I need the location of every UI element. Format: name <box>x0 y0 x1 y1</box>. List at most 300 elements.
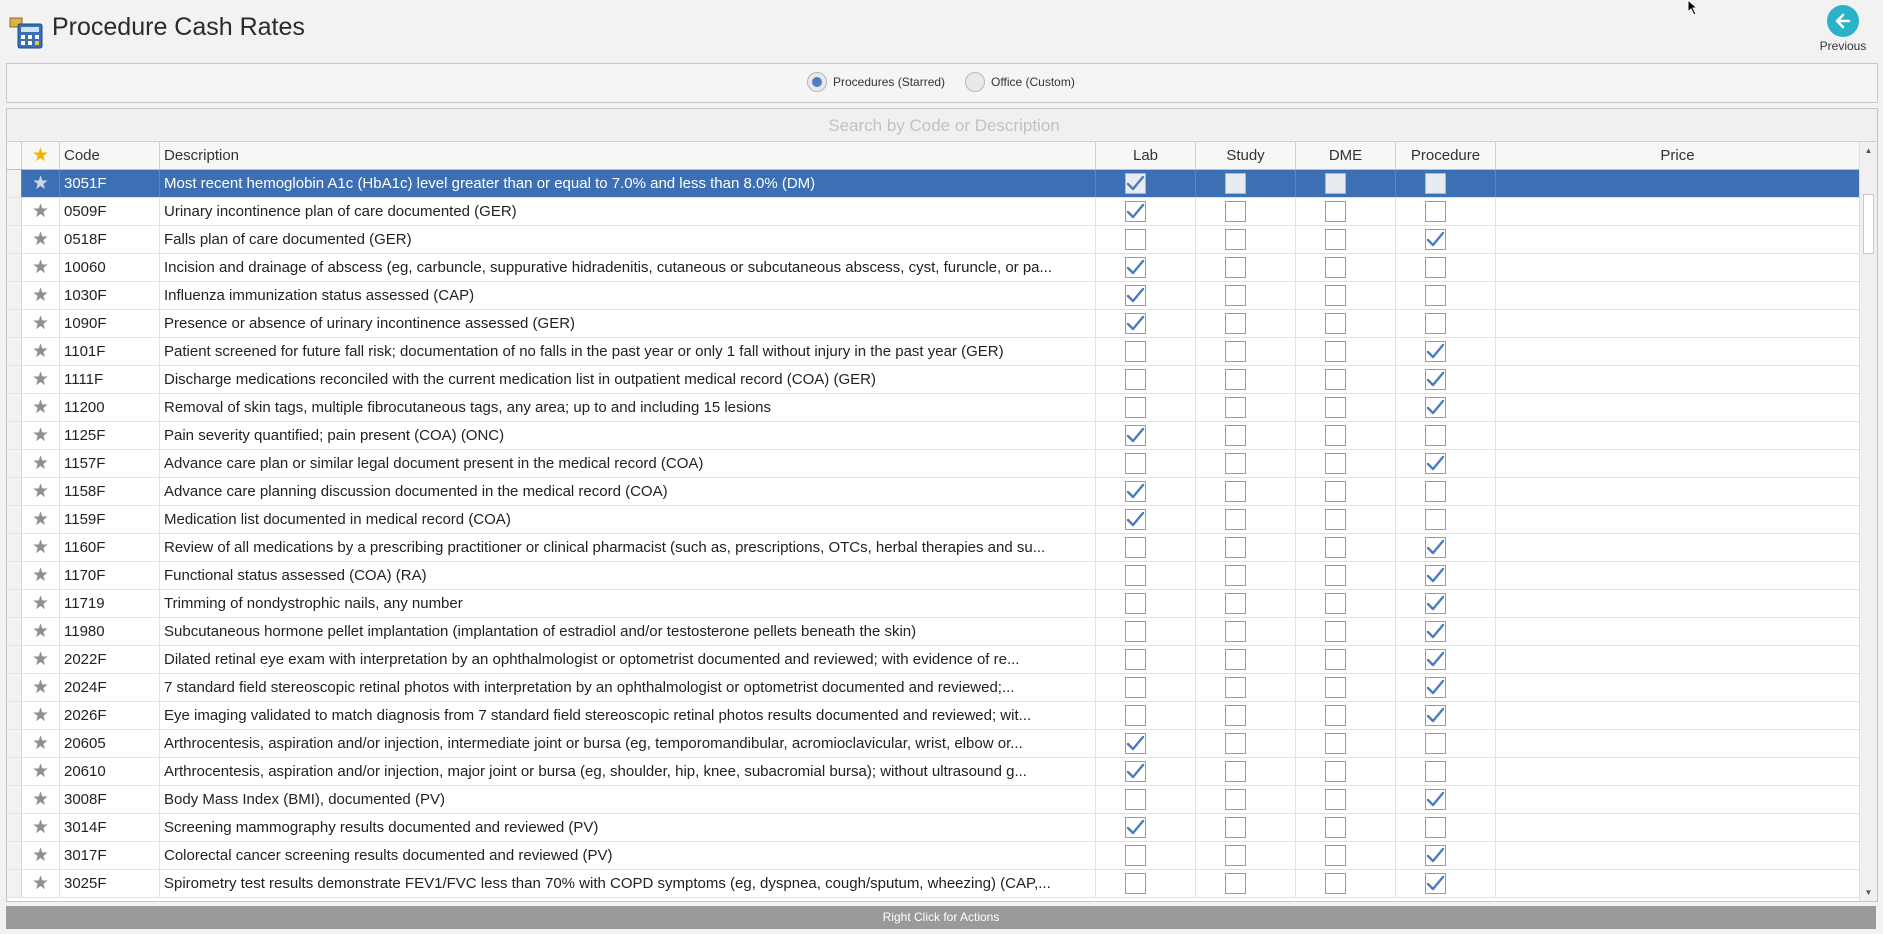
procedure-cell <box>1396 534 1496 561</box>
star-icon[interactable]: ★ <box>22 618 60 645</box>
procedure-cell <box>1396 590 1496 617</box>
dme-checkbox[interactable] <box>1325 173 1346 194</box>
star-icon[interactable]: ★ <box>22 842 60 869</box>
procedure-cell <box>1396 842 1496 869</box>
procedure-checkbox[interactable] <box>1425 649 1446 670</box>
table-row[interactable] <box>7 254 1860 282</box>
procedure-checkbox[interactable] <box>1425 817 1446 838</box>
code-cell: 2026F <box>60 702 160 729</box>
procedure-cell <box>1396 506 1496 533</box>
price-cell[interactable] <box>1496 870 1860 897</box>
procedure-checkbox[interactable] <box>1425 733 1446 754</box>
procedure-checkbox[interactable] <box>1425 677 1446 698</box>
procedure-checkbox[interactable] <box>1425 621 1446 642</box>
procedure-checkbox[interactable] <box>1425 705 1446 726</box>
description-column-header[interactable]: Description <box>160 142 1096 169</box>
description-cell: Functional status assessed (COA) (RA) <box>160 562 1096 589</box>
study-cell <box>1196 562 1296 589</box>
code-cell: 3008F <box>60 786 160 813</box>
dme-checkbox[interactable] <box>1325 285 1346 306</box>
checkmark-icon <box>1426 455 1445 472</box>
lab-checkbox[interactable] <box>1125 677 1146 698</box>
price-cell[interactable] <box>1496 198 1860 225</box>
table-row[interactable] <box>7 394 1860 422</box>
star-icon[interactable]: ★ <box>22 366 60 393</box>
price-cell[interactable] <box>1496 562 1860 589</box>
dme-checkbox[interactable] <box>1325 649 1346 670</box>
radio-label: Office (Custom) <box>991 75 1075 89</box>
table-row[interactable] <box>7 310 1860 338</box>
dme-checkbox[interactable] <box>1325 341 1346 362</box>
dme-checkbox[interactable] <box>1325 789 1346 810</box>
study-checkbox[interactable] <box>1225 173 1246 194</box>
dme-cell <box>1296 282 1396 309</box>
table-row[interactable] <box>7 282 1860 310</box>
code-column-header[interactable]: Code <box>60 142 160 169</box>
row-selector[interactable] <box>7 590 22 617</box>
price-cell[interactable] <box>1496 814 1860 841</box>
star-icon[interactable]: ★ <box>22 674 60 701</box>
procedure-cell <box>1396 786 1496 813</box>
study-checkbox[interactable] <box>1225 817 1246 838</box>
scrollbar-thumb[interactable] <box>1863 194 1874 254</box>
lab-checkbox[interactable] <box>1125 313 1146 334</box>
dme-checkbox[interactable] <box>1325 453 1346 474</box>
dme-checkbox[interactable] <box>1325 369 1346 390</box>
star-icon[interactable]: ★ <box>22 870 60 897</box>
lab-checkbox[interactable] <box>1125 229 1146 250</box>
lab-checkbox[interactable] <box>1125 593 1146 614</box>
dme-checkbox[interactable] <box>1325 873 1346 894</box>
lab-checkbox[interactable] <box>1125 873 1146 894</box>
code-cell: 1160F <box>60 534 160 561</box>
study-cell <box>1196 450 1296 477</box>
study-checkbox[interactable] <box>1225 257 1246 278</box>
description-cell: Advance care plan or similar legal document present in the medical record (COA) <box>160 450 1096 477</box>
lab-checkbox[interactable] <box>1125 453 1146 474</box>
lab-checkbox[interactable] <box>1125 257 1146 278</box>
study-cell <box>1196 618 1296 645</box>
row-selector[interactable] <box>7 646 22 673</box>
price-cell[interactable] <box>1496 618 1860 645</box>
row-selector[interactable] <box>7 870 22 897</box>
price-cell[interactable] <box>1496 590 1860 617</box>
row-selector[interactable] <box>7 366 22 393</box>
scroll-down-icon[interactable]: ▼ <box>1864 888 1873 897</box>
description-cell: Arthrocentesis, aspiration and/or injection, major joint or bursa (eg, shoulder, hip, knee, subacromial bursa); without ultrasound g... <box>160 758 1096 785</box>
price-cell[interactable] <box>1496 450 1860 477</box>
code-cell: 20605 <box>60 730 160 757</box>
procedure-checkbox[interactable] <box>1425 537 1446 558</box>
study-cell <box>1196 590 1296 617</box>
row-selector[interactable] <box>7 562 22 589</box>
checkmark-icon <box>1126 763 1145 780</box>
search-input[interactable] <box>7 109 1878 143</box>
dme-checkbox[interactable] <box>1325 481 1346 502</box>
price-cell[interactable] <box>1496 842 1860 869</box>
checkmark-icon <box>1426 679 1445 696</box>
checkmark-icon <box>1126 315 1145 332</box>
study-checkbox[interactable] <box>1225 621 1246 642</box>
study-cell <box>1196 506 1296 533</box>
description-cell: Discharge medications reconciled with the current medication list in outpatient medical record (COA) (GER) <box>160 366 1096 393</box>
star-icon[interactable]: ★ <box>22 422 60 449</box>
row-selector[interactable] <box>7 674 22 701</box>
star-icon[interactable]: ★ <box>22 254 60 281</box>
radio-office-custom[interactable] <box>965 72 1075 92</box>
lab-checkbox[interactable] <box>1125 201 1146 222</box>
lab-checkbox[interactable] <box>1125 481 1146 502</box>
star-icon[interactable]: ★ <box>22 338 60 365</box>
procedure-checkbox[interactable] <box>1425 425 1446 446</box>
price-cell[interactable] <box>1496 422 1860 449</box>
table-row[interactable] <box>7 646 1860 674</box>
price-cell[interactable] <box>1496 534 1860 561</box>
dme-cell <box>1296 478 1396 505</box>
procedure-checkbox[interactable] <box>1425 257 1446 278</box>
procedure-checkbox[interactable] <box>1425 369 1446 390</box>
checkmark-icon <box>1126 819 1145 836</box>
procedure-cell <box>1396 254 1496 281</box>
dme-checkbox[interactable] <box>1325 201 1346 222</box>
dme-cell <box>1296 506 1396 533</box>
lab-checkbox[interactable] <box>1125 705 1146 726</box>
lab-checkbox[interactable] <box>1125 621 1146 642</box>
price-cell[interactable] <box>1496 338 1860 365</box>
price-cell[interactable] <box>1496 282 1860 309</box>
procedure-cell <box>1396 478 1496 505</box>
study-checkbox[interactable] <box>1225 313 1246 334</box>
study-checkbox[interactable] <box>1225 369 1246 390</box>
table-row[interactable] <box>7 198 1860 226</box>
previous-button[interactable] <box>1815 5 1871 59</box>
study-cell <box>1196 702 1296 729</box>
procedure-checkbox[interactable] <box>1425 229 1446 250</box>
dme-checkbox[interactable] <box>1325 565 1346 586</box>
procedure-checkbox[interactable] <box>1425 285 1446 306</box>
dme-checkbox[interactable] <box>1325 705 1346 726</box>
table-row[interactable] <box>7 338 1860 366</box>
dme-checkbox[interactable] <box>1325 761 1346 782</box>
row-selector[interactable] <box>7 786 22 813</box>
star-icon[interactable]: ★ <box>22 702 60 729</box>
study-checkbox[interactable] <box>1225 733 1246 754</box>
table-row[interactable] <box>7 478 1860 506</box>
study-checkbox[interactable] <box>1225 705 1246 726</box>
checkmark-icon <box>1126 735 1145 752</box>
lab-checkbox[interactable] <box>1125 397 1146 418</box>
study-checkbox[interactable] <box>1225 425 1246 446</box>
dme-checkbox[interactable] <box>1325 425 1346 446</box>
table-row[interactable] <box>7 814 1860 842</box>
checkmark-icon <box>1426 875 1445 892</box>
row-selector[interactable] <box>7 394 22 421</box>
checkmark-icon <box>1426 707 1445 724</box>
dme-checkbox[interactable] <box>1325 397 1346 418</box>
description-cell: Removal of skin tags, multiple fibrocutaneous tags, any area; up to and including 15 lesions <box>160 394 1096 421</box>
table-row[interactable] <box>7 422 1860 450</box>
study-checkbox[interactable] <box>1225 481 1246 502</box>
price-cell[interactable] <box>1496 366 1860 393</box>
price-cell[interactable] <box>1496 478 1860 505</box>
lab-checkbox[interactable] <box>1125 537 1146 558</box>
checkmark-icon <box>1426 791 1445 808</box>
lab-cell <box>1096 590 1196 617</box>
table-row[interactable] <box>7 534 1860 562</box>
study-cell <box>1196 478 1296 505</box>
price-cell[interactable] <box>1496 394 1860 421</box>
study-checkbox[interactable] <box>1225 201 1246 222</box>
study-cell <box>1196 870 1296 897</box>
row-selector[interactable] <box>7 702 22 729</box>
table-row[interactable] <box>7 562 1860 590</box>
row-selector[interactable] <box>7 254 22 281</box>
price-cell[interactable] <box>1496 674 1860 701</box>
lab-cell <box>1096 814 1196 841</box>
description-cell: Screening mammography results documented and reviewed (PV) <box>160 814 1096 841</box>
lab-checkbox[interactable] <box>1125 173 1146 194</box>
code-cell: 1170F <box>60 562 160 589</box>
row-selector[interactable] <box>7 618 22 645</box>
row-selector[interactable] <box>7 422 22 449</box>
row-selector[interactable] <box>7 282 22 309</box>
star-icon[interactable]: ★ <box>22 534 60 561</box>
dme-checkbox[interactable] <box>1325 593 1346 614</box>
procedure-checkbox[interactable] <box>1425 481 1446 502</box>
lab-column-header[interactable]: Lab <box>1096 142 1196 169</box>
study-cell <box>1196 646 1296 673</box>
procedure-cell <box>1396 226 1496 253</box>
dme-cell <box>1296 394 1396 421</box>
lab-checkbox[interactable] <box>1125 425 1146 446</box>
study-checkbox[interactable] <box>1225 873 1246 894</box>
code-cell: 1125F <box>60 422 160 449</box>
star-icon[interactable]: ★ <box>22 478 60 505</box>
dme-checkbox[interactable] <box>1325 733 1346 754</box>
study-cell <box>1196 814 1296 841</box>
lab-checkbox[interactable] <box>1125 845 1146 866</box>
radio-procedures-starred[interactable] <box>807 72 945 92</box>
star-column-header[interactable]: ★ <box>22 142 60 169</box>
dme-cell <box>1296 562 1396 589</box>
checkmark-icon <box>1126 287 1145 304</box>
filter-radio-group <box>807 72 1095 92</box>
price-cell[interactable] <box>1496 310 1860 337</box>
row-selector[interactable] <box>7 450 22 477</box>
price-cell[interactable] <box>1496 254 1860 281</box>
star-icon[interactable]: ★ <box>22 198 60 225</box>
lab-checkbox[interactable] <box>1125 509 1146 530</box>
table-row[interactable] <box>7 842 1860 870</box>
code-cell: 1030F <box>60 282 160 309</box>
study-cell <box>1196 842 1296 869</box>
code-cell: 2024F <box>60 674 160 701</box>
study-checkbox[interactable] <box>1225 761 1246 782</box>
table-row[interactable] <box>7 226 1860 254</box>
lab-checkbox[interactable] <box>1125 285 1146 306</box>
table-row[interactable] <box>7 758 1860 786</box>
procedure-checkbox[interactable] <box>1425 873 1446 894</box>
lab-checkbox[interactable] <box>1125 733 1146 754</box>
study-checkbox[interactable] <box>1225 593 1246 614</box>
procedure-checkbox[interactable] <box>1425 397 1446 418</box>
dme-cell <box>1296 310 1396 337</box>
lab-checkbox[interactable] <box>1125 817 1146 838</box>
description-cell: Most recent hemoglobin A1c (HbA1c) level greater than or equal to 7.0% and less than 8.0% (DM) <box>160 170 1096 197</box>
dme-cell <box>1296 198 1396 225</box>
dme-checkbox[interactable] <box>1325 313 1346 334</box>
row-selector[interactable] <box>7 534 22 561</box>
description-cell: Medication list documented in medical record (COA) <box>160 506 1096 533</box>
checkmark-icon <box>1426 539 1445 556</box>
lab-checkbox[interactable] <box>1125 341 1146 362</box>
lab-checkbox[interactable] <box>1125 789 1146 810</box>
dme-checkbox[interactable] <box>1325 257 1346 278</box>
vertical-scrollbar[interactable] <box>1859 142 1877 901</box>
price-cell[interactable] <box>1496 730 1860 757</box>
dme-checkbox[interactable] <box>1325 621 1346 642</box>
study-checkbox[interactable] <box>1225 565 1246 586</box>
procedure-column-header[interactable]: Procedure <box>1396 142 1496 169</box>
star-icon[interactable]: ★ <box>22 506 60 533</box>
description-cell: Trimming of nondystrophic nails, any number <box>160 590 1096 617</box>
procedure-checkbox[interactable] <box>1425 201 1446 222</box>
procedure-checkbox[interactable] <box>1425 565 1446 586</box>
procedure-checkbox[interactable] <box>1425 341 1446 362</box>
star-icon[interactable]: ★ <box>22 310 60 337</box>
star-icon[interactable]: ★ <box>22 226 60 253</box>
study-checkbox[interactable] <box>1225 649 1246 670</box>
dme-cell <box>1296 814 1396 841</box>
code-cell: 3025F <box>60 870 160 897</box>
price-column-header[interactable]: Price <box>1496 142 1860 169</box>
dme-checkbox[interactable] <box>1325 537 1346 558</box>
row-selector[interactable] <box>7 842 22 869</box>
row-selector[interactable] <box>7 506 22 533</box>
study-checkbox[interactable] <box>1225 509 1246 530</box>
table-row[interactable] <box>7 506 1860 534</box>
study-checkbox[interactable] <box>1225 397 1246 418</box>
star-icon[interactable]: ★ <box>22 170 60 197</box>
dme-checkbox[interactable] <box>1325 817 1346 838</box>
study-checkbox[interactable] <box>1225 789 1246 810</box>
procedure-checkbox[interactable] <box>1425 313 1446 334</box>
price-cell[interactable] <box>1496 506 1860 533</box>
lab-cell <box>1096 730 1196 757</box>
table-row[interactable] <box>7 170 1860 198</box>
price-cell[interactable] <box>1496 758 1860 785</box>
star-icon[interactable]: ★ <box>22 282 60 309</box>
study-checkbox[interactable] <box>1225 677 1246 698</box>
procedure-checkbox[interactable] <box>1425 509 1446 530</box>
star-icon[interactable]: ★ <box>22 814 60 841</box>
dme-cell <box>1296 422 1396 449</box>
table-row[interactable] <box>7 618 1860 646</box>
price-cell[interactable] <box>1496 646 1860 673</box>
price-cell[interactable] <box>1496 170 1860 197</box>
price-cell[interactable] <box>1496 702 1860 729</box>
table-row[interactable] <box>7 730 1860 758</box>
row-selector[interactable] <box>7 814 22 841</box>
star-icon[interactable]: ★ <box>22 394 60 421</box>
procedure-checkbox[interactable] <box>1425 761 1446 782</box>
lab-cell <box>1096 786 1196 813</box>
procedure-checkbox[interactable] <box>1425 453 1446 474</box>
star-icon[interactable]: ★ <box>22 730 60 757</box>
star-icon[interactable]: ★ <box>22 450 60 477</box>
row-selector[interactable] <box>7 758 22 785</box>
scroll-up-icon[interactable]: ▲ <box>1864 146 1873 155</box>
star-icon[interactable]: ★ <box>22 646 60 673</box>
dme-cell <box>1296 590 1396 617</box>
study-checkbox[interactable] <box>1225 285 1246 306</box>
study-checkbox[interactable] <box>1225 341 1246 362</box>
lab-checkbox[interactable] <box>1125 761 1146 782</box>
study-checkbox[interactable] <box>1225 453 1246 474</box>
row-selector[interactable] <box>7 170 22 197</box>
price-cell[interactable] <box>1496 786 1860 813</box>
procedure-checkbox[interactable] <box>1425 845 1446 866</box>
row-selector[interactable] <box>7 226 22 253</box>
study-checkbox[interactable] <box>1225 229 1246 250</box>
lab-checkbox[interactable] <box>1125 565 1146 586</box>
description-cell: Advance care planning discussion documented in the medical record (COA) <box>160 478 1096 505</box>
dme-cell <box>1296 338 1396 365</box>
table-row[interactable] <box>7 366 1860 394</box>
row-selector[interactable] <box>7 198 22 225</box>
study-checkbox[interactable] <box>1225 537 1246 558</box>
row-selector[interactable] <box>7 310 22 337</box>
row-selector[interactable] <box>7 338 22 365</box>
code-cell: 1157F <box>60 450 160 477</box>
star-icon[interactable]: ★ <box>22 590 60 617</box>
table-row[interactable] <box>7 450 1860 478</box>
procedure-checkbox[interactable] <box>1425 593 1446 614</box>
study-cell <box>1196 534 1296 561</box>
study-checkbox[interactable] <box>1225 845 1246 866</box>
star-icon[interactable]: ★ <box>22 786 60 813</box>
study-column-header[interactable]: Study <box>1196 142 1296 169</box>
lab-cell <box>1096 646 1196 673</box>
star-icon[interactable]: ★ <box>22 562 60 589</box>
table-row[interactable] <box>7 702 1860 730</box>
table-row[interactable] <box>7 674 1860 702</box>
dme-checkbox[interactable] <box>1325 229 1346 250</box>
checkmark-icon <box>1426 399 1445 416</box>
price-cell[interactable] <box>1496 226 1860 253</box>
table-row[interactable] <box>7 870 1860 898</box>
dme-column-header[interactable]: DME <box>1296 142 1396 169</box>
checkmark-icon <box>1426 343 1445 360</box>
title-bar <box>0 0 1883 60</box>
lab-checkbox[interactable] <box>1125 649 1146 670</box>
dme-checkbox[interactable] <box>1325 845 1346 866</box>
row-selector[interactable] <box>7 730 22 757</box>
procedure-cell <box>1396 170 1496 197</box>
table-row[interactable] <box>7 786 1860 814</box>
star-icon[interactable]: ★ <box>22 758 60 785</box>
lab-checkbox[interactable] <box>1125 369 1146 390</box>
procedure-checkbox[interactable] <box>1425 789 1446 810</box>
table-row[interactable] <box>7 590 1860 618</box>
dme-checkbox[interactable] <box>1325 509 1346 530</box>
checkmark-icon <box>1126 203 1145 220</box>
row-selector[interactable] <box>7 478 22 505</box>
procedure-cell <box>1396 310 1496 337</box>
procedure-checkbox[interactable] <box>1425 173 1446 194</box>
dme-checkbox[interactable] <box>1325 677 1346 698</box>
lab-cell <box>1096 562 1196 589</box>
